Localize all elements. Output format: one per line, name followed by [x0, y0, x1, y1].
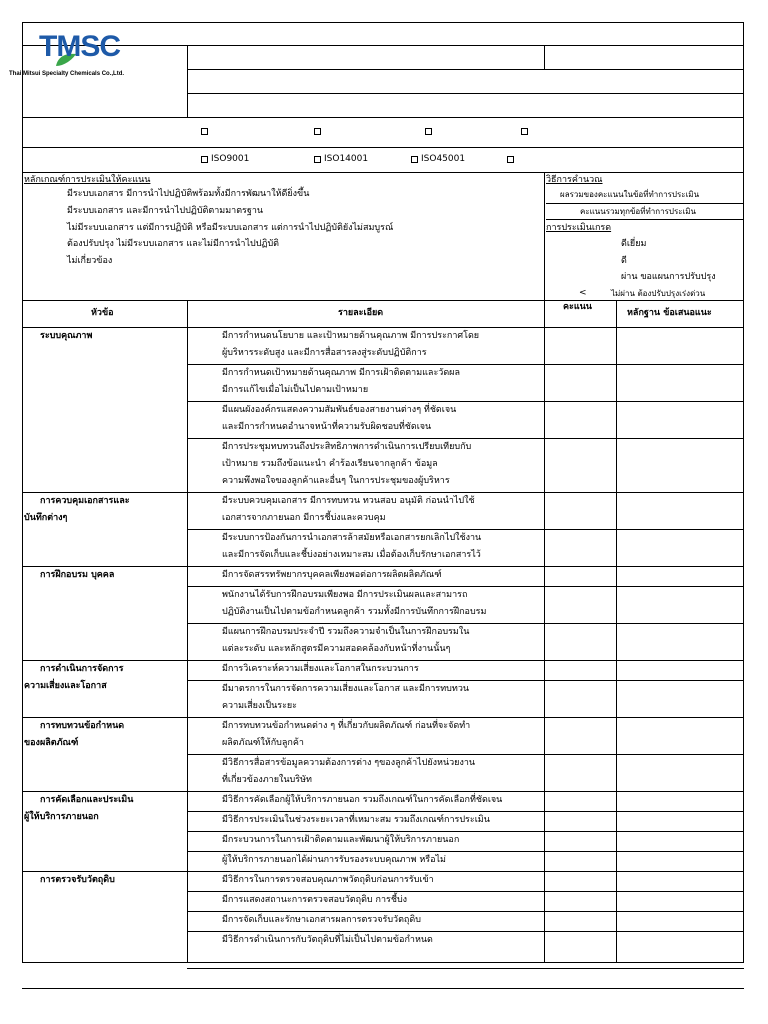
row-divider [187, 831, 744, 832]
table-header-bottom [22, 327, 744, 328]
grade-lt: < [579, 288, 587, 298]
fraction-line [546, 203, 744, 204]
row-divider [187, 438, 744, 439]
header-topic: หัวข้อ [91, 308, 114, 318]
detail-line: มีระบบการป้องกันการนำเอกสารล้าสมัยหรือเอกสารยกเลิกไปใช้งาน [222, 533, 482, 543]
col-divider [187, 300, 188, 963]
criteria-item: มีระบบเอกสาร มีการนำไปปฏิบัติพร้อมทั้งมีการพัฒนาให้ดียิ่งขึ้น [67, 189, 310, 199]
checkbox[interactable] [507, 156, 514, 163]
topic-divider [22, 492, 744, 493]
table-top [22, 300, 744, 301]
row-divider [187, 401, 744, 402]
row-divider [187, 623, 744, 624]
row-line [546, 219, 744, 220]
grade-item: ดีเยี่ยม [621, 239, 647, 249]
row-divider [187, 811, 744, 812]
row-divider [187, 586, 744, 587]
topic-divider [22, 566, 744, 567]
row-divider [187, 851, 744, 852]
detail-line: มีแผนการฝึกอบรมประจำปี รวมถึงความจำเป็นในการฝึกอบรมใน [222, 627, 470, 637]
iso9001-label: ISO9001 [211, 154, 250, 164]
header-line [187, 69, 744, 70]
grade-item: ดี [621, 256, 627, 266]
criteria-item: ต้องปรับปรุง ไม่มีระบบเอกสาร และไม่มีการนำไปปฏิบัติ [67, 239, 280, 249]
detail-line: มีการแก้ไขเมื่อไม่เป็นไปตามเป้าหมาย [222, 385, 369, 395]
header-evidence: หลักฐาน ข้อเสนอแนะ [627, 308, 712, 318]
topic-label: บันทึกต่างๆ [24, 513, 68, 523]
col-divider [544, 300, 545, 963]
row-line [22, 172, 744, 173]
row-divider [187, 968, 744, 969]
criteria-item: มีระบบเอกสาร และมีการนำไปปฏิบัติตามมาตรฐาน [67, 206, 264, 216]
iso9001-checkbox[interactable] [201, 156, 208, 163]
detail-line: มีแผนผังองค์กรแสดงความสัมพันธ์ของสายงานต่างๆ ที่ชัดเจน [222, 405, 457, 415]
calc-title: วิธีการคำนวณ [546, 175, 603, 185]
grade-title: การประเมินเกรด [546, 223, 612, 233]
checkbox[interactable] [425, 128, 432, 135]
detail-line: มีการจัดสรรทรัพยากรบุคคลเพียงพอต่อการผลิตผลิตภัณฑ์ [222, 570, 442, 580]
topic-label: การควบคุมเอกสารและ [40, 496, 130, 506]
topic-label: ระบบคุณภาพ [40, 331, 93, 341]
header-divider [544, 45, 545, 69]
row-divider [187, 911, 744, 912]
iso45001-checkbox[interactable] [411, 156, 418, 163]
detail-line: มีกระบวนการในการเฝ้าติดตามและพัฒนาผู้ให้บริการภายนอก [222, 835, 460, 845]
detail-line: มีการประชุมทบทวนถึงประสิทธิภาพการดำเนินการเปรียบเทียบกับ [222, 442, 472, 452]
criteria-divider [544, 172, 545, 300]
detail-line: เอกสารจากภายนอก มีการชี้บ่งและควบคุม [222, 513, 386, 523]
header-line [187, 93, 744, 94]
row-divider [187, 364, 744, 365]
detail-line: มีการจัดเก็บและรักษาเอกสารผลการตรวจรับวัตถุดิบ [222, 915, 421, 925]
topic-label: การดำเนินการจัดการ [40, 664, 124, 674]
topic-divider [22, 660, 744, 661]
detail-line: ผู้บริหารระดับสูง และมีการสื่อสารลงสู่ระดับปฏิบัติการ [222, 348, 427, 358]
detail-line: มีมาตรการในการจัดการความเสี่ยงและโอกาส และมีการทบทวน [222, 684, 470, 694]
row-divider [187, 680, 744, 681]
row-line [22, 147, 744, 148]
detail-line: มีการกำหนดเป้าหมายด้านคุณภาพ มีการเฝ้าติดตามและวัดผล [222, 368, 460, 378]
criteria-item: ไม่มีระบบเอกสาร แต่มีการปฏิบัติ หรือมีระบบเอกสาร แต่การนำไปปฏิบัติยังไม่สมบูรณ์ [67, 223, 394, 233]
iso14001-checkbox[interactable] [314, 156, 321, 163]
topic-label: การทบทวนข้อกำหนด [40, 721, 125, 731]
detail-line: มีการทบทวนข้อกำหนดต่าง ๆ ที่เกี่ยวกับผลิตภัณฑ์ ก่อนที่จะจัดทำ [222, 721, 471, 731]
detail-line: ความพึงพอใจของลูกค้าและอื่นๆ ในการประชุมของผู้บริหาร [222, 476, 450, 486]
detail-line: มีการกำหนดนโยบาย และเป้าหมายด้านคุณภาพ มีการประกาศโดย [222, 331, 480, 341]
row-divider [187, 891, 744, 892]
checkbox[interactable] [521, 128, 528, 135]
detail-line: มีวิธีการดำเนินการกับวัตถุดิบที่ไม่เป็นไปตามข้อกำหนด [222, 935, 433, 945]
company-name: Thai Mitsui Specialty Chemicals Co.,Ltd. [9, 71, 125, 77]
row-divider [187, 931, 744, 932]
detail-line: มีระบบควบคุมเอกสาร มีการทบทวน ทวนสอบ อนุมัติ ก่อนนำไปใช้ [222, 496, 475, 506]
detail-line: มีการแสดงสถานะการตรวจสอบวัตถุดิบ การชี้บ่ง [222, 895, 408, 905]
topic-divider [22, 871, 744, 872]
topic-divider [22, 717, 744, 718]
detail-line: ผลิตภัณฑ์ให้กับลูกค้า [222, 738, 304, 748]
detail-line: มีวิธีการคัดเลือกผู้ให้บริการภายนอก รวมถึงเกณฑ์ในการคัดเลือกที่ชัดเจน [222, 795, 503, 805]
header-line [22, 45, 744, 46]
topic-label: การตรวจรับวัตถุดิบ [40, 875, 115, 885]
col-divider [616, 300, 617, 963]
company-logo: TMSC [39, 30, 120, 63]
detail-line: ความเสี่ยงเป็นระยะ [222, 701, 298, 711]
iso14001-label: ISO14001 [324, 154, 369, 164]
criteria-item: ไม่เกี่ยวข้อง [67, 256, 113, 266]
checkbox[interactable] [314, 128, 321, 135]
calc-denominator: คะแนนรวมทุกข้อที่ทำการประเมิน [580, 207, 697, 216]
checkbox[interactable] [201, 128, 208, 135]
header-divider [187, 45, 188, 117]
topic-divider [22, 791, 744, 792]
detail-line: พนักงานได้รับการฝึกอบรมเพียงพอ มีการประเมินผลและสามารถ [222, 590, 468, 600]
topic-divider [22, 988, 744, 989]
detail-line: เป้าหมาย รวมถึงข้อแนะนำ คำร้องเรียนจากลูกค้า ข้อมูล [222, 459, 438, 469]
iso45001-label: ISO45001 [421, 154, 466, 164]
detail-line: มีการวิเคราะห์ความเสี่ยงและโอกาสในกระบวนการ [222, 664, 419, 674]
topic-label: ความเสี่ยงและโอกาส [24, 681, 107, 691]
detail-line: แต่ละระดับ และหลักสูตรมีความสอดคล้องกับหน้าที่งานนั้นๆ [222, 644, 451, 654]
row-divider [187, 754, 744, 755]
header-line [22, 117, 744, 118]
detail-line: มีวิธีการประเมินในช่วงระยะเวลาที่เหมาะสม รวมถึงเกณฑ์การประเมิน [222, 815, 490, 825]
grade-item: ผ่าน ขอแผนการปรับปรุง [621, 272, 716, 282]
header-detail: รายละเอียด [338, 308, 384, 318]
row-divider [187, 529, 744, 530]
calc-numerator: ผลรวมของคะแนนในข้อที่ทำการประเมิน [560, 190, 700, 199]
detail-line: มีวิธีการในการตรวจสอบคุณภาพวัตถุดิบก่อนการรับเข้า [222, 875, 434, 885]
detail-line: ที่เกี่ยวข้องภายในบริษัท [222, 775, 312, 785]
topic-label: การคัดเลือกและประเมิน [40, 795, 134, 805]
criteria-title: หลักเกณฑ์การประเมินให้คะแนน [24, 175, 151, 185]
detail-line: และมีการจัดเก็บและชี้บ่งอย่างเหมาะสม เมื่อต้องเก็บรักษาเอกสารไว้ [222, 550, 481, 560]
topic-label: ผู้ให้บริการภายนอก [24, 812, 99, 822]
grade-item: ไม่ผ่าน ต้องปรับปรุงเร่งด่วน [611, 289, 706, 298]
detail-line: มีวิธีการสื่อสารข้อมูลความต้องการต่าง ๆของลูกค้าไปยังหน่วยงาน [222, 758, 476, 768]
topic-label: การฝึกอบรม บุคคล [40, 570, 115, 580]
header-score: คะแนน [563, 302, 592, 312]
detail-line: และมีการกำหนดอำนาจหน้าที่ความรับผิดชอบที่ชัดเจน [222, 422, 432, 432]
detail-line: ผู้ให้บริการภายนอกได้ผ่านการรับรองระบบคุณภาพ หรือไม่ [222, 855, 446, 865]
topic-label: ของผลิตภัณฑ์ [24, 738, 79, 748]
detail-line: ปฏิบัติงานเป็นไปตามข้อกำหนดลูกค้า รวมทั้งมีการบันทึกการฝึกอบรม [222, 607, 487, 617]
